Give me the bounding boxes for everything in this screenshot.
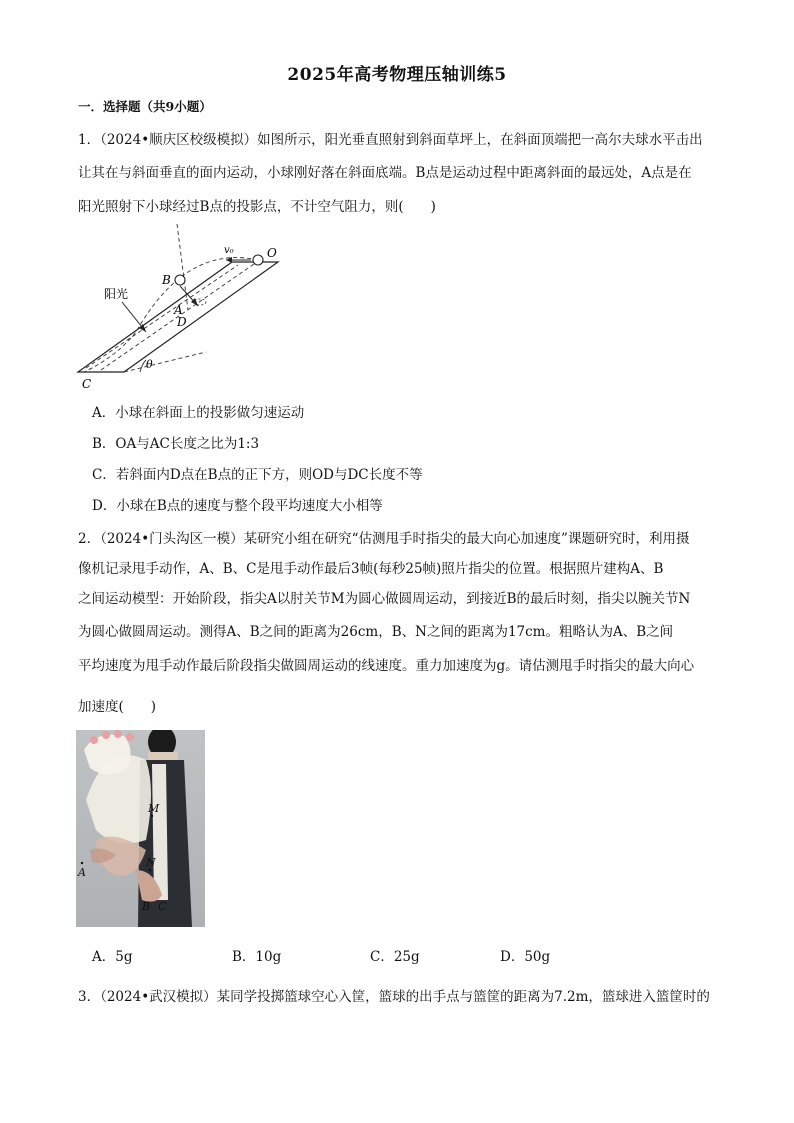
q1-option-b: B．OA与AC长度之比为1:3 [92,436,260,452]
q2-line-2: 像机记录甩手动作，A、B、C是甩手动作最后3帧(每秒25帧)照片指尖的位置。根据照片建构A、B [78,561,664,577]
finger-2 [102,731,110,739]
q2-line-6: 加速度( ) [78,699,157,715]
q1-incline-figure [76,222,286,392]
q2-option-b: B．10g [232,949,282,965]
label-sun: 阳光 [104,287,129,301]
q2-option-c: C．25g [370,949,420,965]
finger-4 [126,733,134,741]
label-theta: θ [146,358,153,371]
label-v0: v₀ [224,245,234,256]
trajectory-curve [84,258,258,372]
q2-line-4: 为圆心做圆周运动。测得A、B之间的距离为26cm，B、N之间的距离为17cm。粗略认为A、B之间 [78,624,674,640]
label-b: B [162,273,171,287]
ball-o-icon [253,255,263,265]
photo-label-c: C [158,900,167,913]
finger-1 [90,736,98,744]
photo-label-b: B [142,900,151,913]
q2-option-d: D．50g [500,949,551,965]
photo-label-n: N [146,856,156,869]
horizontal-ref-line [124,352,206,372]
q1-line-2: 让其在与斜面垂直的面内运动，小球刚好落在斜面底端。B点是运动过程中距离斜面的最远处，A点是在 [78,165,692,181]
q2-line-3: 之间运动模型：开始阶段，指尖A以肘关节M为圆心做圆周运动，到接近B的最后时刻，指尖以腕关节N [78,591,691,607]
q1-line-3: 阳光照射下小球经过B点的投影点，不计空气阻力，则( ) [78,199,436,215]
finger-3 [114,730,122,738]
q3-line-1: 3．（2024•武汉模拟）某同学投掷篮球空心入筐，篮球的出手点与篮筐的距离为7.2m，篮球进入篮筐时的 [78,989,710,1005]
q1-line-1: 1．（2024•顺庆区校级模拟）如图所示，阳光垂直照射到斜面草坪上，在斜面顶端把一高尔夫球水平击出 [78,132,703,148]
label-o: O [267,246,277,260]
label-d: D [177,315,187,329]
photo-label-m: M [148,802,160,815]
page-title: 2025年高考物理压轴训练5 [287,65,507,85]
label-c: C [82,377,92,391]
q1-option-c: C．若斜面内D点在B点的正下方，则OD与DC长度不等 [92,467,423,483]
q2-hand-photo [76,730,205,927]
ball-b-icon [175,275,185,285]
q2-option-a: A．5g [92,949,133,965]
q1-option-a: A．小球在斜面上的投影做匀速运动 [92,405,305,421]
label-a: A [174,303,183,317]
section-heading: 一．选择题（共9小题） [78,99,212,114]
q2-line-1: 2．（2024•门头沟区一模）某研究小组在研究“估测甩手时指尖的最大向心加速度”课题研究时，利用摄 [78,531,690,547]
q1-option-d: D．小球在B点的速度与整个段平均速度大小相等 [92,498,383,514]
photo-label-a: A [78,866,86,879]
q2-line-5: 平均速度为甩手动作最后阶段指尖做圆周运动的线速度。重力加速度为g。请估测甩手时指尖的最大向心 [78,658,695,674]
